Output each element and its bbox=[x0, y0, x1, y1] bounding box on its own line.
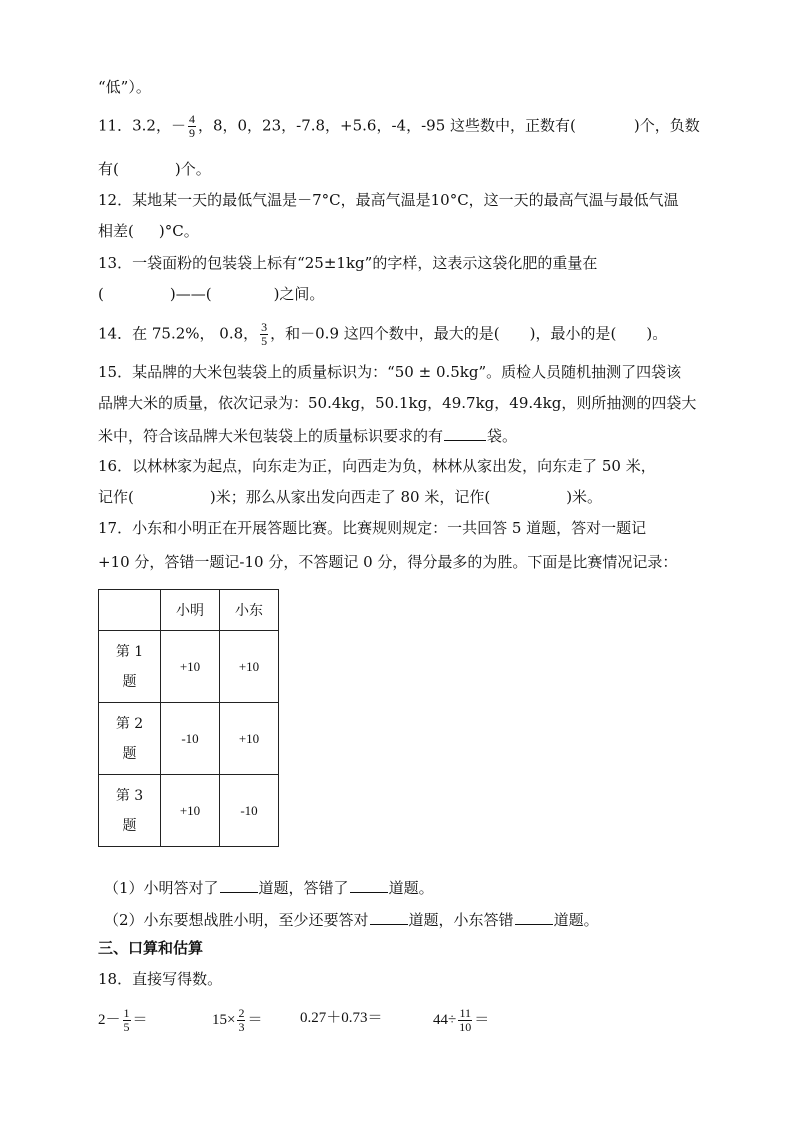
q17-sub1-b: 道题，答错了 bbox=[258, 879, 349, 897]
row-label-line1: 第 1 bbox=[115, 643, 144, 660]
row-label-line2: 题 bbox=[122, 673, 137, 690]
table-cell-xiaodong: +10 bbox=[220, 703, 279, 775]
q17-sub1-c: 道题。 bbox=[388, 879, 434, 897]
question-14-line bbox=[98, 321, 667, 348]
text-line-low: “低”）。 bbox=[98, 78, 151, 96]
calc-expression-2 bbox=[212, 1007, 262, 1034]
q11-line2-a: 有( bbox=[98, 160, 119, 178]
q13-line2-c: )之间。 bbox=[273, 285, 325, 303]
q17-sub2-blank-wrong[interactable] bbox=[515, 908, 553, 925]
question-17-line1: 17．小东和小明正在开展答题比赛。比赛规则规定：一共回答 5 道题，答对一题记 bbox=[98, 519, 647, 537]
table-header-empty bbox=[99, 590, 161, 631]
q17-sub1-blank-correct[interactable] bbox=[220, 876, 258, 893]
question-17-sub2 bbox=[104, 908, 599, 930]
table-header-row bbox=[99, 590, 279, 631]
q12-line2-b: )°C。 bbox=[158, 222, 199, 240]
q14-frac-num: 3 bbox=[261, 320, 268, 334]
calc-2-b: ＝ bbox=[247, 1011, 263, 1028]
calc-expression-1 bbox=[98, 1007, 148, 1034]
question-11-line2 bbox=[98, 159, 211, 179]
q11-frac-den: 9 bbox=[188, 126, 195, 140]
calc-2-num: 2 bbox=[238, 1006, 245, 1020]
q11-frac-num: 4 bbox=[188, 112, 195, 126]
q11-fraction bbox=[188, 113, 196, 140]
question-12-line1: 12．某地某一天的最低气温是－7°C，最高气温是10°C，这一天的最高气温与最低气温 bbox=[98, 191, 679, 209]
score-table bbox=[98, 589, 279, 847]
calc-1-b: ＝ bbox=[132, 1011, 148, 1028]
q14-mid2: )，最小的是( bbox=[529, 324, 617, 343]
calc-4-a: 44÷ bbox=[433, 1011, 457, 1028]
q14-fraction bbox=[260, 321, 268, 348]
q13-line2-b: )——( bbox=[169, 285, 212, 303]
calc-4-den: 10 bbox=[459, 1020, 472, 1034]
calc-expression-3: 0.27＋0.73＝ bbox=[300, 1010, 383, 1026]
calc-expression-4 bbox=[433, 1007, 489, 1034]
question-16-line1: 16．以林林家为起点，向东走为正，向西走为负，林林从家出发，向东走了 50 米， bbox=[98, 457, 656, 475]
calc-1-num: 1 bbox=[123, 1006, 130, 1020]
calc-4-num: 11 bbox=[459, 1006, 472, 1020]
table-cell-xiaodong: -10 bbox=[220, 775, 279, 847]
question-13-line1: 13．一袋面粉的包装袋上标有“25±1kg”的字样，这表示这袋化肥的重量在 bbox=[98, 254, 598, 272]
q17-sub2-c: 道题。 bbox=[553, 911, 599, 929]
calc-2-den: 3 bbox=[238, 1020, 245, 1034]
calc-1-a: 2－ bbox=[98, 1011, 121, 1028]
row-label-line2: 题 bbox=[122, 817, 137, 834]
q14-mid: ，和－0.9 这四个数中，最大的是( bbox=[270, 324, 500, 343]
q16-line2-c: )米。 bbox=[566, 488, 603, 506]
row-label-line2: 题 bbox=[122, 745, 137, 762]
q17-sub2-a: （2）小东要想战胜小明，至少还要答对 bbox=[104, 911, 369, 929]
question-15-line2: 品牌大米的质量，依次记录为：50.4kg，50.1kg，49.7kg，49.4kg，则所抽测的四袋大 bbox=[98, 394, 697, 412]
question-11-line1 bbox=[98, 113, 700, 140]
q16-line2-a: 记作( bbox=[98, 488, 134, 506]
question-18-title: 18．直接写得数。 bbox=[98, 970, 223, 988]
question-17-sub1 bbox=[104, 876, 434, 898]
table-header-xiaoming: 小明 bbox=[161, 590, 220, 631]
q11-line2-b: )个。 bbox=[174, 160, 211, 178]
calc-4-b: ＝ bbox=[474, 1011, 490, 1028]
q14-prefix: 14．在 75.2%， 0.8， bbox=[98, 324, 259, 343]
calc-2-a: 15× bbox=[212, 1011, 236, 1028]
q15-line3-a: 米中，符合该品牌大米包装袋上的质量标识要求的有 bbox=[98, 427, 444, 445]
calc-1-fraction bbox=[123, 1007, 131, 1034]
table-row-label bbox=[99, 775, 161, 847]
calc-4-fraction bbox=[458, 1007, 472, 1034]
q15-line3-b: 袋。 bbox=[487, 427, 518, 445]
q17-sub1-a: （1）小明答对了 bbox=[104, 879, 219, 897]
q16-line2-b: )米；那么从家出发向西走了 80 米，记作( bbox=[209, 488, 491, 506]
q13-line2-a: ( bbox=[98, 285, 104, 303]
row-label-line1: 第 2 bbox=[115, 715, 144, 732]
q17-sub2-blank-correct[interactable] bbox=[370, 908, 408, 925]
question-13-line2 bbox=[98, 284, 324, 304]
table-header-xiaodong: 小东 bbox=[220, 590, 279, 631]
table-cell-xiaoming: -10 bbox=[161, 703, 220, 775]
q12-line2-a: 相差( bbox=[98, 222, 134, 240]
q11-after-blank: )个，负数 bbox=[633, 116, 700, 135]
table-row-label bbox=[99, 631, 161, 703]
q15-answer-blank[interactable] bbox=[444, 424, 486, 441]
calc-2-fraction bbox=[237, 1007, 245, 1034]
q14-end: )。 bbox=[646, 324, 668, 343]
q11-mid: ，8，0，23，-7.8，+5.6，-4，-95 这些数中，正数有( bbox=[197, 116, 576, 135]
calc-1-den: 5 bbox=[123, 1020, 130, 1034]
question-15-line3 bbox=[98, 424, 517, 446]
q14-frac-den: 5 bbox=[261, 334, 268, 348]
question-17-line2: +10 分，答错一题记-10 分，不答题记 0 分，得分最多的为胜。下面是比赛情况记录： bbox=[98, 553, 678, 571]
table-cell-xiaoming: +10 bbox=[161, 775, 220, 847]
table-row bbox=[99, 631, 279, 703]
question-16-line2 bbox=[98, 487, 602, 507]
q17-sub1-blank-wrong[interactable] bbox=[350, 876, 388, 893]
table-cell-xiaodong: +10 bbox=[220, 631, 279, 703]
row-label-line1: 第 3 bbox=[115, 787, 144, 804]
question-15-line1: 15．某品牌的大米包装袋上的质量标识为：“50 ± 0.5kg”。质检人员随机抽测了四袋该 bbox=[98, 363, 682, 381]
table-row bbox=[99, 703, 279, 775]
section-3-heading: 三、口算和估算 bbox=[98, 939, 204, 957]
table-row-label bbox=[99, 703, 161, 775]
q11-prefix: 11．3.2，－ bbox=[98, 116, 186, 135]
q17-sub2-b: 道题，小东答错 bbox=[408, 911, 514, 929]
question-12-line2 bbox=[98, 221, 199, 241]
table-row bbox=[99, 775, 279, 847]
table-cell-xiaoming: +10 bbox=[161, 631, 220, 703]
